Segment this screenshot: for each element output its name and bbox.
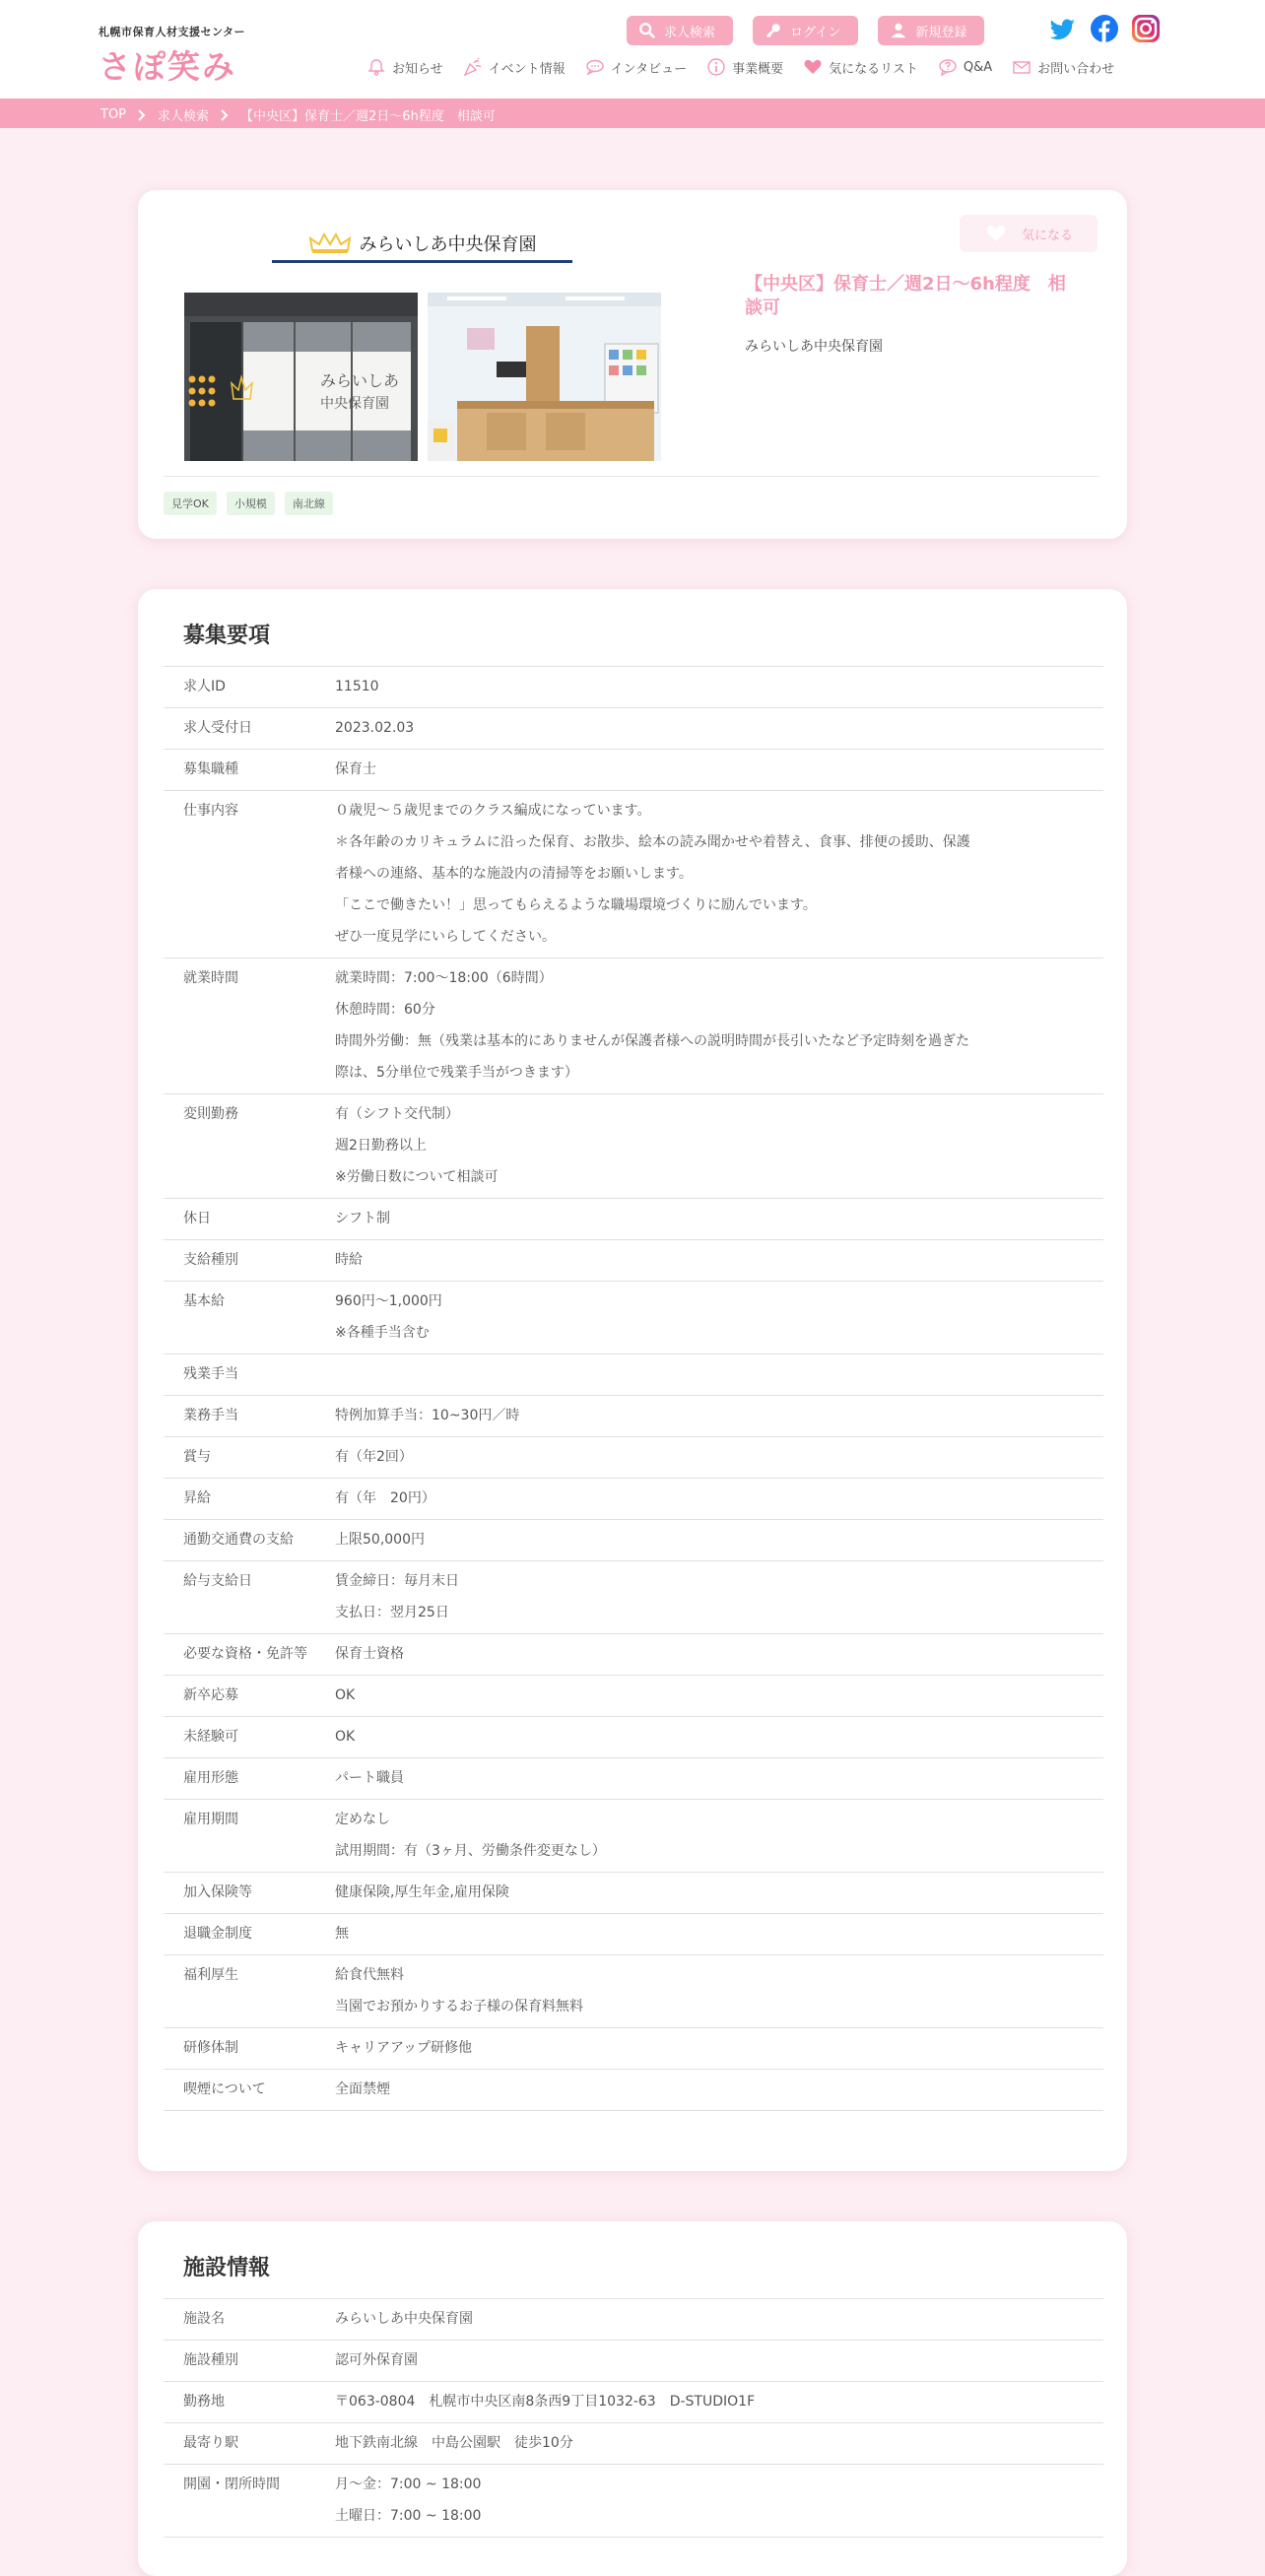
row-value-line: 保育士資格 xyxy=(335,1646,404,1662)
row-value-line: 全面禁煙 xyxy=(335,2081,390,2097)
row-label: 仕事内容 xyxy=(183,803,238,819)
table-row xyxy=(164,1396,1103,1437)
row-label: 求人受付日 xyxy=(183,720,252,736)
row-label: 業務手当 xyxy=(183,1408,238,1423)
login-button[interactable] xyxy=(753,16,858,45)
classroom-photo xyxy=(428,293,661,461)
row-value-line xyxy=(335,1358,1103,1380)
nav-events[interactable] xyxy=(463,57,566,77)
table-row xyxy=(164,1437,1103,1479)
row-value xyxy=(335,1638,1103,1670)
table-row xyxy=(164,667,1103,708)
row-value-line: 11510 xyxy=(335,679,379,694)
job-search-button[interactable] xyxy=(627,16,733,45)
tag: 小規模 xyxy=(227,492,275,515)
table-row xyxy=(164,1800,1103,1873)
recruitment-table xyxy=(164,666,1103,2111)
site-header xyxy=(0,0,1265,99)
row-value-line: 2023.02.03 xyxy=(335,720,415,736)
row-value xyxy=(335,2386,1103,2417)
row-value-line: 無 xyxy=(335,1926,349,1942)
social-links xyxy=(1048,14,1161,43)
row-value xyxy=(335,2469,1103,2532)
row-value-line: 地下鉄南北線 中島公園駅 徒歩10分 xyxy=(335,2435,573,2451)
table-row xyxy=(164,1479,1103,1520)
table-row xyxy=(164,1873,1103,1914)
table-row xyxy=(164,2028,1103,2070)
row-value xyxy=(335,712,1103,744)
twitter-icon[interactable] xyxy=(1048,14,1078,43)
table-row xyxy=(164,1094,1103,1199)
nav-contact[interactable] xyxy=(1012,57,1114,77)
row-label: 退職金制度 xyxy=(183,1926,252,1942)
table-row xyxy=(164,2070,1103,2111)
recruitment-details-card xyxy=(138,589,1127,2171)
row-value-line: 上限50,000円 xyxy=(335,1532,425,1548)
search-icon xyxy=(638,22,656,39)
row-label: 変則勤務 xyxy=(183,1106,238,1122)
table-row xyxy=(164,1717,1103,1758)
nav-favorites[interactable] xyxy=(803,57,918,77)
row-value xyxy=(335,1098,1103,1193)
row-value-line: ※労働日数について相談可 xyxy=(335,1169,499,1185)
row-value xyxy=(335,1959,1103,2022)
row-label: 募集職種 xyxy=(183,761,238,777)
table-row xyxy=(164,1758,1103,1800)
row-value-line: ※各種手当含む xyxy=(335,1325,430,1341)
row-value-line: 者様への連絡、基本的な施設内の清掃等をお願いします。 xyxy=(335,866,693,882)
register-label: 新規登録 xyxy=(915,25,967,40)
row-label: 開園・閉所時間 xyxy=(183,2477,280,2492)
row-value xyxy=(335,671,1103,702)
row-label: 休日 xyxy=(183,1211,211,1226)
table-row xyxy=(164,708,1103,750)
nav-qa[interactable] xyxy=(938,57,992,77)
row-value-line: 支払日：翌月25日 xyxy=(335,1605,449,1620)
login-label: ログイン xyxy=(790,25,841,40)
table-row xyxy=(164,1955,1103,2028)
instagram-icon[interactable] xyxy=(1131,14,1161,43)
row-value xyxy=(335,2074,1103,2105)
job-title: 【中央区】保育士／週2日～6h程度 相談可 xyxy=(745,274,1066,318)
row-label: 新卒応募 xyxy=(183,1687,238,1703)
row-value-line: 賃金締日：毎月末日 xyxy=(335,1573,459,1589)
facility-sign-text: みらいしあ中央保育園 xyxy=(359,233,537,255)
logo-subtitle: 札幌市保育人材支援センター xyxy=(99,26,246,38)
logo-title: さぽ笑み xyxy=(99,47,236,86)
row-value xyxy=(335,795,1103,953)
party-popper-icon xyxy=(463,57,483,77)
table-row xyxy=(164,1520,1103,1561)
nav-favorites-label: 気になるリスト xyxy=(829,61,918,77)
tag: 見学OK xyxy=(164,492,217,515)
mail-icon xyxy=(1012,57,1032,77)
info-icon xyxy=(706,57,726,77)
table-row xyxy=(164,2341,1103,2382)
row-value-line: 時間外労働：無（残業は基本的にありませんが保護者様への説明時間が長引いたなど予定時刻を過ぎた xyxy=(335,1033,969,1049)
row-value xyxy=(335,1441,1103,1473)
row-label: 昇給 xyxy=(183,1490,211,1506)
entrance-photo xyxy=(184,293,418,461)
table-row xyxy=(164,2423,1103,2465)
nav-news[interactable] xyxy=(366,57,443,77)
row-value-line: 週2日勤務以上 xyxy=(335,1138,427,1154)
heart-icon xyxy=(803,57,823,77)
facility-name: みらいしあ中央保育園 xyxy=(745,339,883,355)
row-value xyxy=(335,2303,1103,2335)
nav-contact-label: お問い合わせ xyxy=(1037,61,1115,77)
chat-bubble-icon xyxy=(585,57,605,77)
row-label: 賞与 xyxy=(183,1449,211,1465)
breadcrumb xyxy=(100,105,496,124)
row-value xyxy=(335,1203,1103,1234)
row-value xyxy=(335,2345,1103,2376)
row-value-line: 休憩時間：60分 xyxy=(335,1002,435,1018)
nav-news-label: お知らせ xyxy=(392,61,443,77)
row-value-line: シフト制 xyxy=(335,1211,390,1226)
row-value-line: OK xyxy=(335,1687,356,1703)
row-label: 未経験可 xyxy=(183,1729,238,1745)
row-label: 就業時間 xyxy=(183,970,238,986)
favorite-label: 気になる xyxy=(1021,228,1073,243)
row-value-line: ＊各年齢のカリキュラムに沿った保育、お散歩、絵本の読み聞かせや着替え、食事、排便の援助、保護 xyxy=(335,834,970,850)
nav-about[interactable] xyxy=(706,57,783,77)
row-value-line: ぜひ一度見学にいらしてください。 xyxy=(335,929,556,945)
row-label: 求人ID xyxy=(183,679,226,694)
row-value-line: 土曜日：7:00 ~ 18:00 xyxy=(335,2508,482,2524)
row-value xyxy=(335,1358,1103,1390)
row-label: 喫煙について xyxy=(183,2081,266,2097)
nav-events-label: イベント情報 xyxy=(488,61,566,77)
row-label: 雇用期間 xyxy=(183,1812,238,1827)
nav-interview[interactable] xyxy=(585,57,687,77)
row-value-line: OK xyxy=(335,1729,356,1745)
row-value xyxy=(335,1762,1103,1794)
row-label: 最寄り駅 xyxy=(183,2435,238,2451)
nav-interview-label: インタビュー xyxy=(610,61,688,77)
row-value-line: 試用期間：有（3ヶ月、労働条件変更なし） xyxy=(335,1843,606,1859)
facility-table xyxy=(164,2298,1103,2538)
row-value xyxy=(335,1400,1103,1431)
row-value xyxy=(335,1524,1103,1555)
row-value-line: 際は、5分単位で残業手当がつきます） xyxy=(335,1065,578,1081)
row-value xyxy=(335,1804,1103,1867)
row-label: 通勤交通費の支給 xyxy=(183,1532,294,1548)
row-value-line: 有（シフト交代制） xyxy=(335,1106,459,1122)
chevron-right-icon xyxy=(138,109,146,121)
table-row xyxy=(164,1199,1103,1240)
row-value-line: キャリアアップ研修他 xyxy=(335,2040,473,2056)
row-label: 施設名 xyxy=(183,2311,225,2327)
favorite-button[interactable] xyxy=(960,215,1098,252)
row-value-line: 特例加算手当：10~30円／時 xyxy=(335,1408,520,1423)
row-value-line: 就業時間：7:00～18:00（6時間） xyxy=(335,970,553,986)
row-value xyxy=(335,1483,1103,1514)
row-value-line: 保育士 xyxy=(335,761,376,777)
section-title: 募集要項 xyxy=(183,624,271,648)
tag: 南北線 xyxy=(285,492,333,515)
row-value xyxy=(335,1721,1103,1752)
breadcrumb-bar xyxy=(0,99,1265,128)
row-value-line: ０歳児～５歳児までのクラス編成になっています。 xyxy=(335,803,651,819)
crown-logo-icon xyxy=(308,232,352,254)
bell-icon xyxy=(366,57,386,77)
key-icon xyxy=(765,22,782,39)
table-row xyxy=(164,1282,1103,1354)
divider xyxy=(164,476,1099,477)
job-summary-card xyxy=(138,190,1127,539)
row-value xyxy=(335,1286,1103,1349)
header-buttons xyxy=(627,16,984,45)
table-row xyxy=(164,750,1103,791)
table-row xyxy=(164,2382,1103,2423)
nav-qa-label: Q&A xyxy=(963,59,993,75)
row-value xyxy=(335,1680,1103,1711)
row-value xyxy=(335,1565,1103,1628)
row-value-line: 有（年 20円） xyxy=(335,1490,435,1506)
row-value-line: 当園でお預かりするお子様の保育料無料 xyxy=(335,1999,583,2015)
table-row xyxy=(164,2465,1103,2538)
row-value-line: 「ここで働きたい！」思ってもらえるような職場環境づくりに励んでいます。 xyxy=(335,897,817,913)
row-value-line: 時給 xyxy=(335,1252,363,1268)
row-value xyxy=(335,754,1103,785)
row-value-line: 〒063-0804 札幌市中央区南8条西9丁目1032-63 D-STUDIO1F xyxy=(335,2394,756,2410)
row-label: 福利厚生 xyxy=(183,1967,238,1983)
row-label: 雇用形態 xyxy=(183,1770,238,1786)
row-value-line: 月～金：7:00 ~ 18:00 xyxy=(335,2477,482,2492)
door-text-2: 中央保育園 xyxy=(320,396,389,412)
chevron-right-icon xyxy=(221,109,229,121)
row-label: 給与支給日 xyxy=(183,1573,252,1589)
tag-list xyxy=(164,492,333,515)
row-label: 支給種別 xyxy=(183,1252,238,1268)
question-bubble-icon xyxy=(938,57,958,77)
table-row xyxy=(164,1634,1103,1676)
table-row xyxy=(164,958,1103,1094)
nav-about-label: 事業概要 xyxy=(732,61,784,77)
row-value xyxy=(335,1918,1103,1949)
door-text-1: みらいしあ xyxy=(320,371,400,390)
row-label: 施設種別 xyxy=(183,2352,238,2368)
breadcrumb-job-search[interactable]: 求人検索 xyxy=(158,109,210,124)
table-row xyxy=(164,1914,1103,1955)
row-label: 加入保険等 xyxy=(183,1884,252,1900)
row-value-line: 給食代無料 xyxy=(335,1967,404,1983)
row-label: 研修体制 xyxy=(183,2040,238,2056)
row-value-line: みらいしあ中央保育園 xyxy=(335,2311,473,2327)
section-title: 施設情報 xyxy=(183,2256,271,2280)
heart-icon xyxy=(984,223,1008,244)
row-value xyxy=(335,1877,1103,1908)
table-row xyxy=(164,791,1103,958)
row-value xyxy=(335,2427,1103,2459)
table-row xyxy=(164,1354,1103,1396)
breadcrumb-top[interactable]: TOP xyxy=(100,107,127,122)
row-label: 必要な資格・免許等 xyxy=(183,1646,307,1662)
row-label: 残業手当 xyxy=(183,1366,238,1382)
site-logo[interactable] xyxy=(99,24,245,88)
table-row xyxy=(164,2299,1103,2341)
facility-info-card xyxy=(138,2221,1127,2576)
row-value-line: パート職員 xyxy=(335,1770,404,1786)
row-value xyxy=(335,1244,1103,1276)
table-row xyxy=(164,1676,1103,1717)
table-row xyxy=(164,1240,1103,1282)
row-value-line: 定めなし xyxy=(335,1812,390,1827)
row-value xyxy=(335,962,1103,1089)
user-icon xyxy=(890,22,907,39)
facebook-icon[interactable] xyxy=(1090,14,1119,43)
row-value-line: 有（年2回） xyxy=(335,1449,413,1465)
facility-sign xyxy=(272,226,572,263)
breadcrumb-current: 【中央区】保育士／週2日～6h程度 相談可 xyxy=(240,109,496,124)
table-row xyxy=(164,1561,1103,1634)
row-label: 基本給 xyxy=(183,1293,225,1309)
row-value-line: 認可外保育園 xyxy=(335,2352,418,2368)
job-search-label: 求人検索 xyxy=(664,25,716,40)
row-value-line: 960円～1,000円 xyxy=(335,1293,442,1309)
row-value-line: 健康保険,厚生年金,雇用保険 xyxy=(335,1884,509,1900)
main-nav xyxy=(366,57,1114,77)
register-button[interactable] xyxy=(878,16,984,45)
row-value xyxy=(335,2032,1103,2064)
row-label: 勤務地 xyxy=(183,2394,225,2410)
